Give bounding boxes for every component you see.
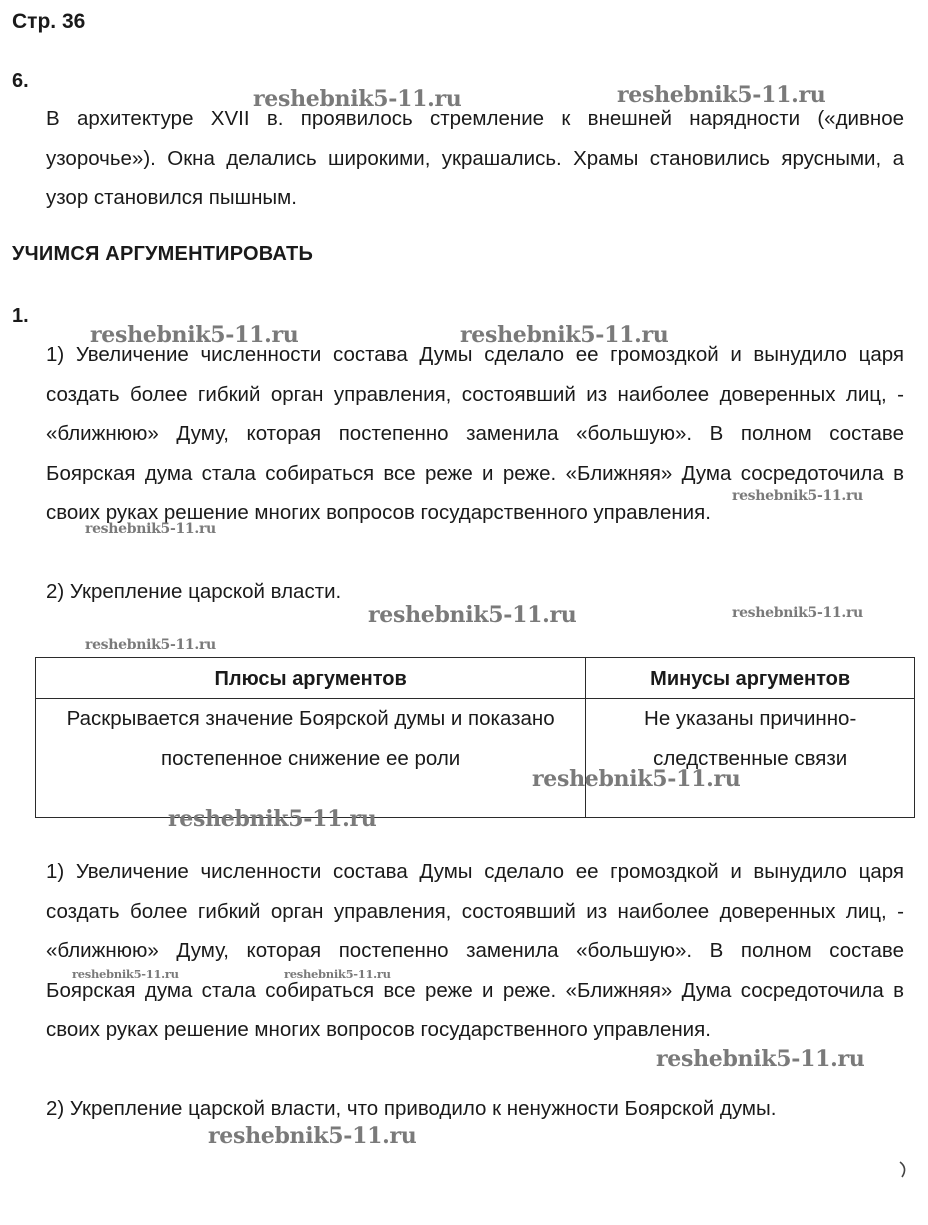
section-heading: УЧИМСЯ АРГУМЕНТИРОВАТЬ	[12, 243, 314, 265]
watermark: reshebnik5-11.ru	[208, 1123, 417, 1149]
watermark: reshebnik5-11.ru	[72, 967, 179, 981]
pros-header: Плюсы аргументов	[36, 658, 586, 699]
cons-cell: Не указаны причинно-следственные связи	[586, 699, 915, 818]
watermark: reshebnik5-11.ru	[85, 521, 216, 537]
pros-cell: Раскрывается значение Боярской думы и показано постепенное снижение ее роли	[36, 699, 586, 818]
watermark: reshebnik5-11.ru	[732, 605, 863, 621]
revised-argument-1: 1) Увеличение численности состава Думы сделало ее громоздкой и вынудило царя создать более гибкий орган управления, состоявший из наиболее доверенных лиц, - «ближнюю» Думу, которая постепенно заменила «большую». В полном составе Боярская дума стала собираться все реже и реже. «Ближняя» Дума сосредоточила в своих руках решение многих вопросов государственного управления.	[46, 860, 904, 1041]
arguments-table	[35, 657, 915, 818]
watermark: reshebnik5-11.ru	[253, 86, 462, 112]
watermark: reshebnik5-11.ru	[284, 967, 391, 981]
stray-mark	[897, 1160, 911, 1180]
watermark: reshebnik5-11.ru	[168, 806, 377, 832]
cons-header: Минусы аргументов	[586, 658, 915, 699]
watermark: reshebnik5-11.ru	[85, 637, 216, 653]
task-1-number: 1.	[12, 305, 29, 327]
argument-1: 1) Увеличение численности состава Думы сделало ее громоздкой и вынудило царя создать более гибкий орган управления, состоявший из наиболее доверенных лиц, - «ближнюю» Думу, которая постепенно заменила «большую». В полном составе Боярская дума стала собираться все реже и реже. «Ближняя» Дума сосредоточила в своих руках решение многих вопросов государственного управления.	[46, 343, 904, 524]
task-6-answer: В архитектуре XVII в. проявилось стремление к внешней нарядности («дивное узорочье»). Окна делались широкими, украшались. Храмы становились ярусными, а узор становился пышным.	[46, 107, 904, 209]
task-6-number: 6.	[12, 70, 29, 92]
watermark: reshebnik5-11.ru	[460, 322, 669, 348]
watermark: reshebnik5-11.ru	[656, 1046, 865, 1072]
watermark: reshebnik5-11.ru	[617, 82, 826, 108]
watermark: reshebnik5-11.ru	[732, 488, 863, 504]
revised-argument-2: 2) Укрепление царской власти, что приводило к ненужности Боярской думы.	[46, 1097, 777, 1120]
watermark: reshebnik5-11.ru	[368, 602, 577, 628]
watermark: reshebnik5-11.ru	[532, 766, 741, 792]
argument-2: 2) Укрепление царской власти.	[46, 580, 342, 603]
watermark: reshebnik5-11.ru	[90, 322, 299, 348]
page-label: Стр. 36	[12, 10, 86, 33]
